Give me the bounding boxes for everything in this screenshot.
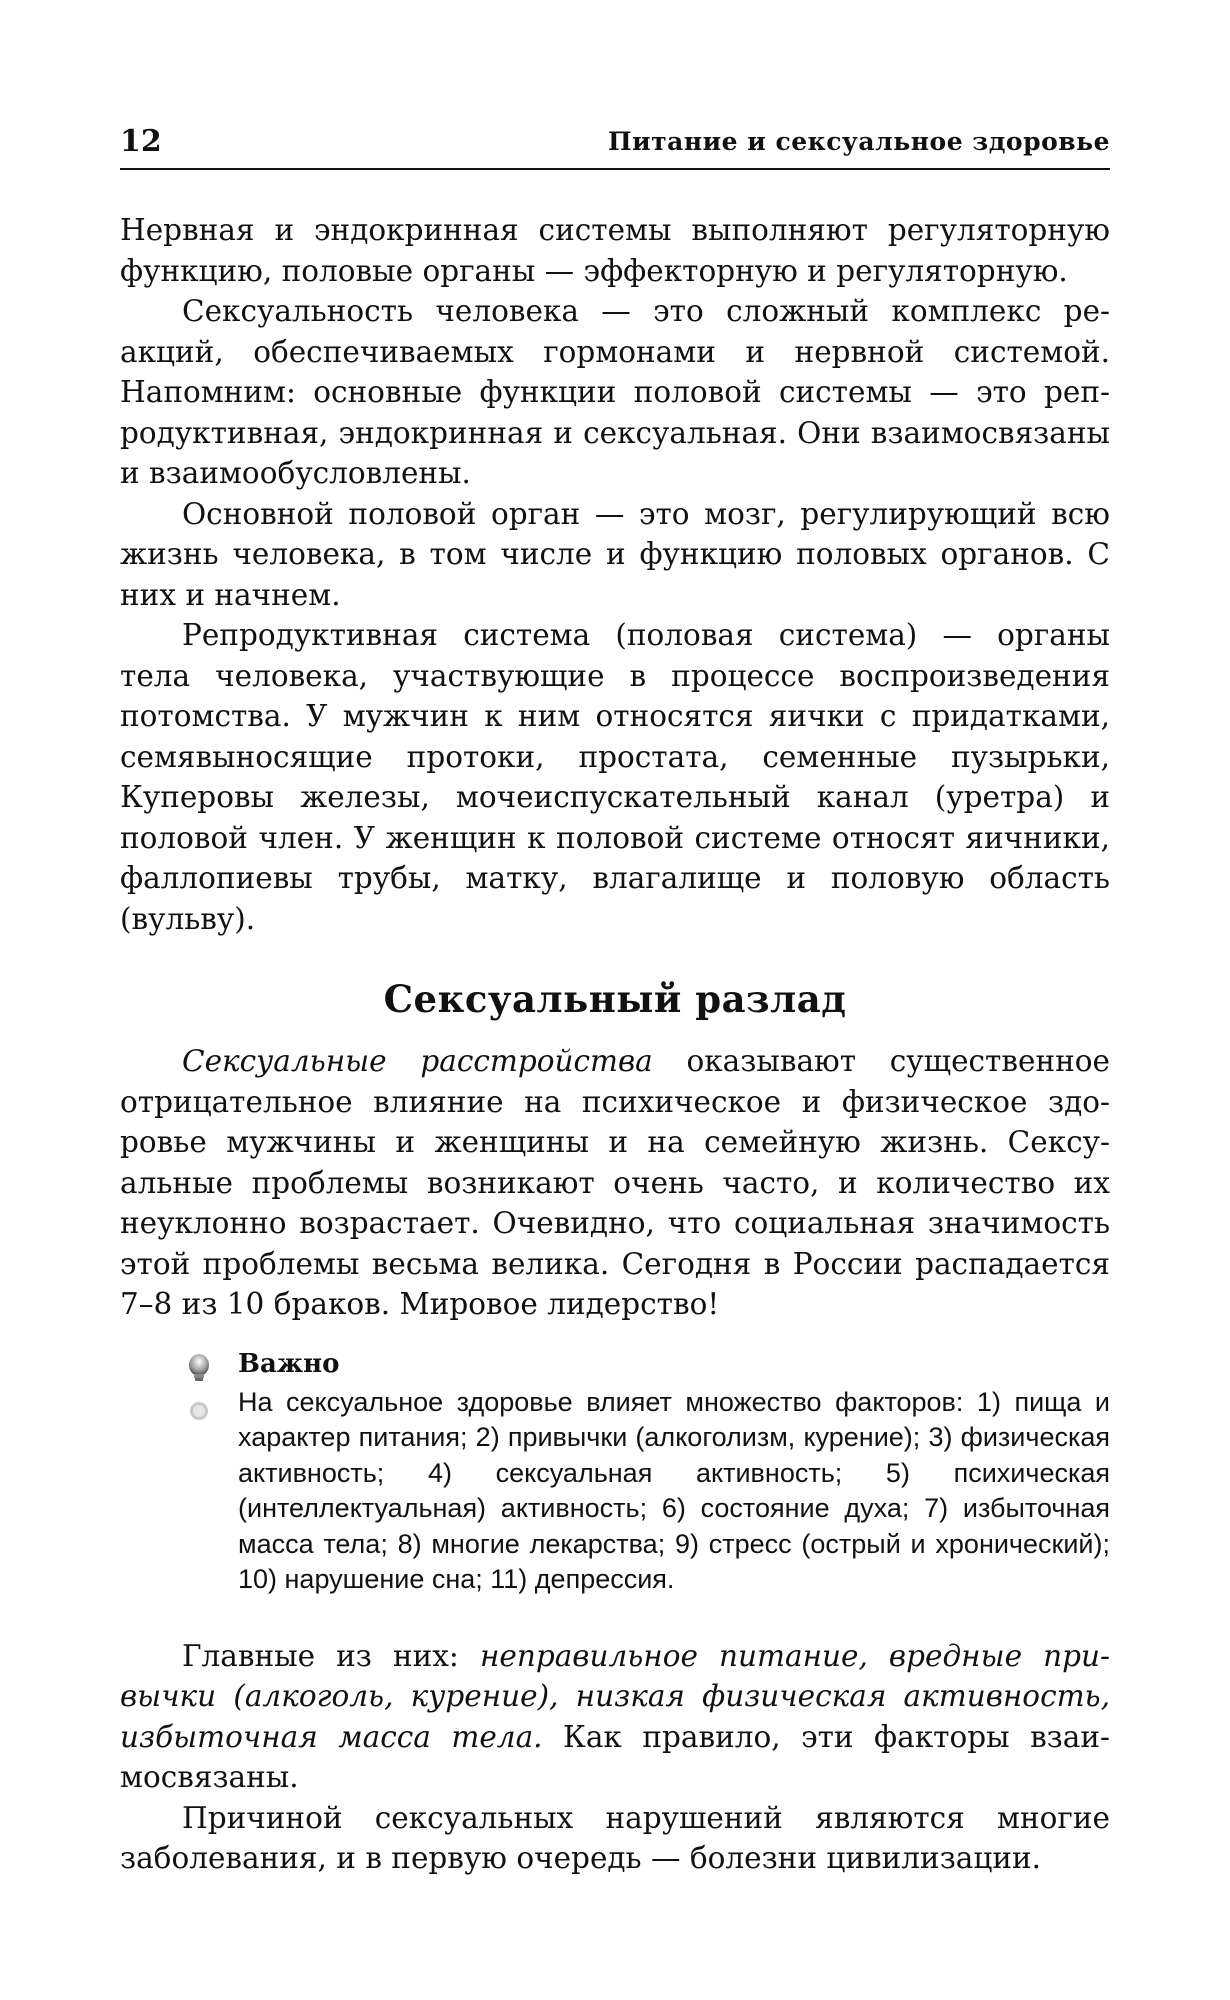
paragraph: Сексуальность человека — это сложный комплекс реакций, обеспечиваемых гормонами и нервной системой. Напомним: основные функции половой системы — это репродуктивная, эндокринная и сексуальная. Они взаимосвязаны и взаимообусловлены.	[120, 294, 1110, 490]
callout-text: На сексуальное здоровье влияет множество факторов: 1) пища и характер питания; 2) привычки (алкоголизм, курение); 3) физическая активность; 4) сексуальная активность; 5) психическая (интеллектуальная) активность; 6) состояние духа; 7) избыточная масса тела; 8) многие лекарства; 9) стресс (острый и хронический); 10) нарушение сна; 11) депрессия.	[238, 1386, 1110, 1594]
paragraph	[120, 1041, 1110, 1325]
italic-term: Сексуальные расстройства	[182, 1044, 653, 1078]
lightbulb-icon	[180, 1353, 218, 1423]
paragraph: Основной половой орган — это мозг, регулирующий всю жизнь человека, в том числе и функцию половых органов. С них и начнем.	[120, 496, 1110, 612]
running-header	[120, 124, 1110, 170]
paragraph: Нервная и эндокринная системы выполняют регуляторную функцию, половые органы — эффекторную и регуляторную.	[120, 213, 1110, 288]
page-number: 12	[120, 124, 162, 159]
paragraph: Репродуктивная система (половая система) — органы тела человека, участвующие в процессе воспроизведения потомства. У мужчин к ним относятся яички с придатками, семявыносящие протоки, простата, семенные пузырьки, Куперовы железы, мочеиспускательный канал (уретра) и половой член. У женщин к половой системе относят яичники, фаллопиевы трубы, матку, влагалище и половую область (вульву).	[120, 618, 1110, 936]
paragraph-text: Как правило, эти факторы взаимосвязаны.	[120, 1719, 1110, 1794]
italic-emphasis: неправильное питание, вредные привычки (алкоголь, курение), низкая физическая активность, избыточная масса тела.	[120, 1638, 1110, 1754]
book-page	[120, 124, 1110, 1879]
running-title: Питание и сексуальное здоровье	[607, 127, 1110, 156]
callout-title: Важно	[238, 1348, 340, 1379]
important-callout	[120, 1347, 1110, 1598]
section-heading: Сексуальный разлад	[383, 977, 847, 1021]
paragraph-lead: Главные из них:	[182, 1638, 480, 1673]
paragraph-text: оказывают существенное отрицательное влияние на психическое и физическое здоровье мужчины и женщины и на семейную жизнь. Сексуальные проблемы возникают очень часто, и количество их неуклонно возрастает. Очевидно, что социальная значимость этой проблемы весьма велика. Сегодня в России распадается 7–8 из 10 браков. Мировое лидерство!	[120, 1044, 1110, 1321]
paragraph: Причиной сексуальных нарушений являются многие заболевания, и в первую очередь — болезни цивилизации.	[120, 1800, 1110, 1875]
main-text	[120, 210, 1110, 1879]
paragraph	[120, 1636, 1110, 1798]
